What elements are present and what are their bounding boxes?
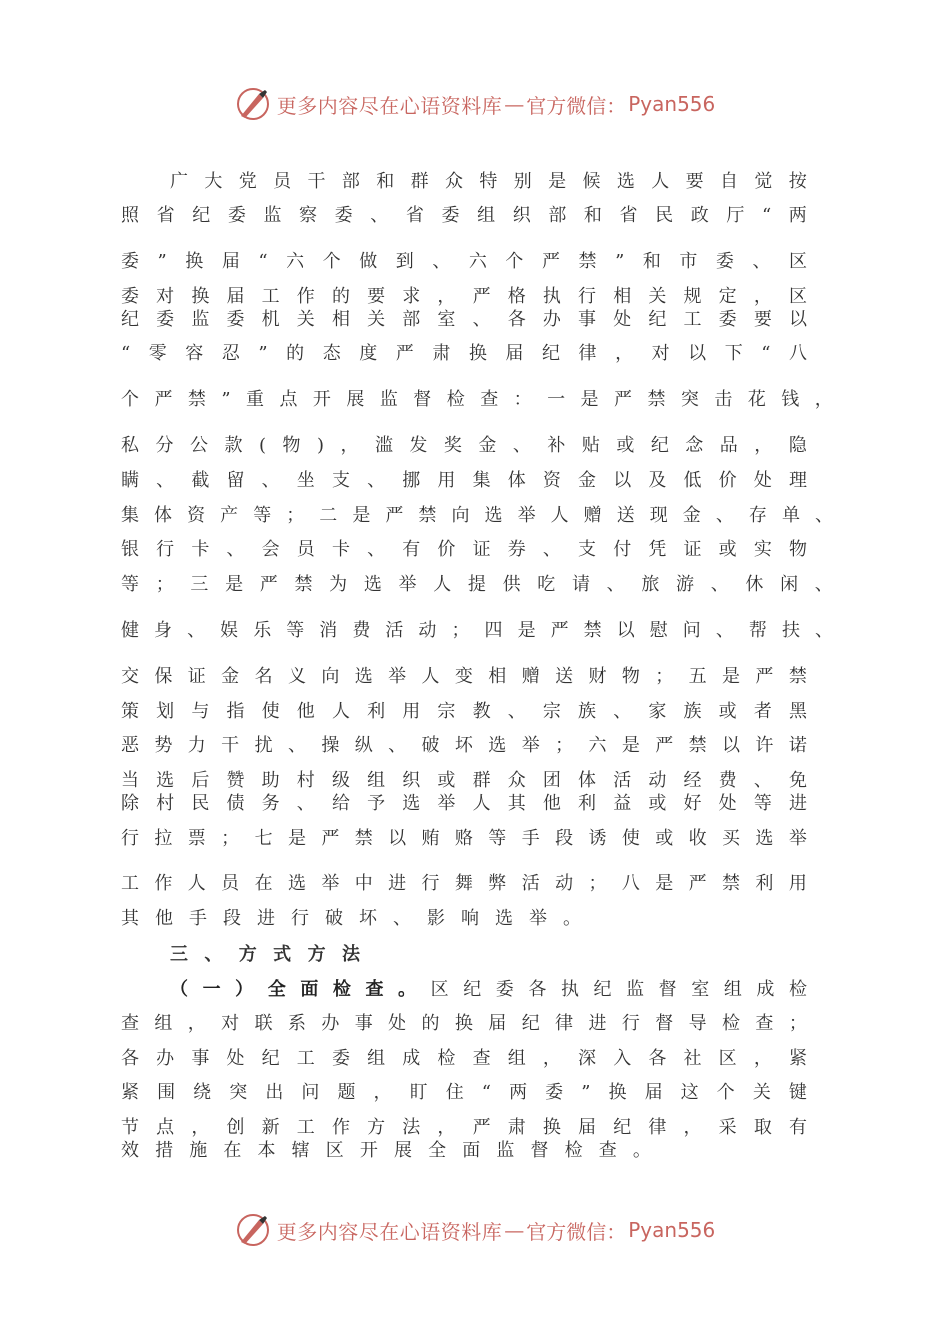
subsection-line: 效 措 施 在 本 辖 区 开 展 全 面 监 督 检 查 。 (121, 1140, 651, 1161)
paragraph-line: 交 保 证 金 名 义 向 选 举 人 变 相 赠 送 财 物 ； 五 是 严 禁 (121, 666, 807, 687)
paragraph-line: 纪 委 监 委 机 关 相 关 部 室 、 各 办 事 处 纪 工 委 要 以 (121, 309, 807, 330)
header-banner (0, 84, 950, 124)
banner-text: 更多内容尽在心语资料库 (276, 1219, 503, 1244)
paragraph-line: 瞒 、 截 留 、 坐 支 、 挪 用 集 体 资 金 以 及 低 价 处 理 (121, 470, 807, 491)
paragraph-line: “ 零 容 忍 ” 的 态 度 严 肃 换 届 纪 律 ， 对 以 下 “ 八 (121, 343, 807, 364)
paragraph-line: 私 分 公 款 ( 物 ) ， 滥 发 奖 金 、 补 贴 或 纪 念 品 ， 隐 (121, 435, 807, 456)
paragraph-line: 策 划 与 指 使 他 人 利 用 宗 教 、 宗 族 、 家 族 或 者 黑 (121, 701, 807, 722)
paragraph-line: 个 严 禁 ” 重 点 开 展 监 督 检 查 ： 一 是 严 禁 突 击 花 钱 ， (121, 389, 833, 410)
paragraph-line: 恶 势 力 干 扰 、 操 纵 、 破 坏 选 举 ； 六 是 严 禁 以 许 诺 (121, 735, 807, 756)
paragraph-line: 行 拉 票 ； 七 是 严 禁 以 贿 赂 等 手 段 诱 使 或 收 买 选 举 (121, 828, 807, 849)
banner-label: 官方微信： (526, 93, 627, 118)
paragraph-line: 当 选 后 赞 助 村 级 组 织 或 群 众 团 体 活 动 经 费 、 免 (121, 770, 807, 791)
subsection-line: 节 点 ， 创 新 工 作 方 法 ， 严 肃 换 届 纪 律 ， 采 取 有 (121, 1117, 807, 1138)
paragraph-line: 广 大 党 员 干 部 和 群 众 特 别 是 候 选 人 要 自 觉 按 (170, 171, 807, 192)
paragraph-line: 除 村 民 债 务 、 给 予 选 举 人 其 他 利 益 或 好 处 等 进 (121, 793, 807, 814)
banner-wechat-id: Pyan556 (628, 1218, 716, 1242)
subsection-first-line: （ 一 ） 全 面 检 查 。 区 纪 委 各 执 纪 监 督 室 组 成 检 (170, 979, 807, 1000)
section-heading: 三 、 方 式 方 法 (170, 944, 360, 965)
paragraph-line: 健 身 、 娱 乐 等 消 费 活 动 ； 四 是 严 禁 以 慰 问 、 帮 扶 、 (121, 620, 833, 641)
subsection-line: 各 办 事 处 纪 工 委 组 成 检 查 组 ， 深 入 各 社 区 ， 紧 (121, 1048, 807, 1069)
banner-separator: — (504, 92, 525, 116)
paragraph-line: 工 作 人 员 在 选 举 中 进 行 舞 弊 活 动 ； 八 是 严 禁 利 用 (121, 873, 807, 894)
paragraph-line: 银 行 卡 、 会 员 卡 、 有 价 证 券 、 支 付 凭 证 或 实 物 (121, 539, 807, 560)
banner-separator: — (504, 1218, 525, 1242)
paragraph-line: 委 ” 换 届 “ 六 个 做 到 、 六 个 严 禁 ” 和 市 委 、 区 (121, 251, 807, 272)
banner-text: 更多内容尽在心语资料库 (276, 93, 503, 118)
subsection-line: 查 组 ， 对 联 系 办 事 处 的 换 届 纪 律 进 行 督 导 检 查 ； (121, 1013, 807, 1034)
paragraph-line: 照 省 纪 委 监 察 委 、 省 委 组 织 部 和 省 民 政 厅 “ 两 (121, 205, 807, 226)
pen-seal-logo-icon (235, 1212, 271, 1248)
banner-label: 官方微信： (526, 1219, 627, 1244)
paragraph-line: 委 对 换 届 工 作 的 要 求 ， 严 格 执 行 相 关 规 定 ， 区 (121, 286, 807, 307)
paragraph-line: 集 体 资 产 等 ； 二 是 严 禁 向 选 举 人 赠 送 现 金 、 存 单 、 (121, 505, 833, 526)
subsection-line: 紧 围 绕 突 出 问 题 ， 盯 住 “ 两 委 ” 换 届 这 个 关 键 (121, 1082, 807, 1103)
pen-seal-logo-icon (235, 86, 271, 122)
banner-wechat-id: Pyan556 (628, 92, 716, 116)
paragraph-line: 等 ； 三 是 严 禁 为 选 举 人 提 供 吃 请 、 旅 游 、 休 闲 、 (121, 574, 833, 595)
footer-banner (0, 1210, 950, 1250)
paragraph-line: 其 他 手 段 进 行 破 坏 、 影 响 选 举 。 (121, 908, 581, 929)
